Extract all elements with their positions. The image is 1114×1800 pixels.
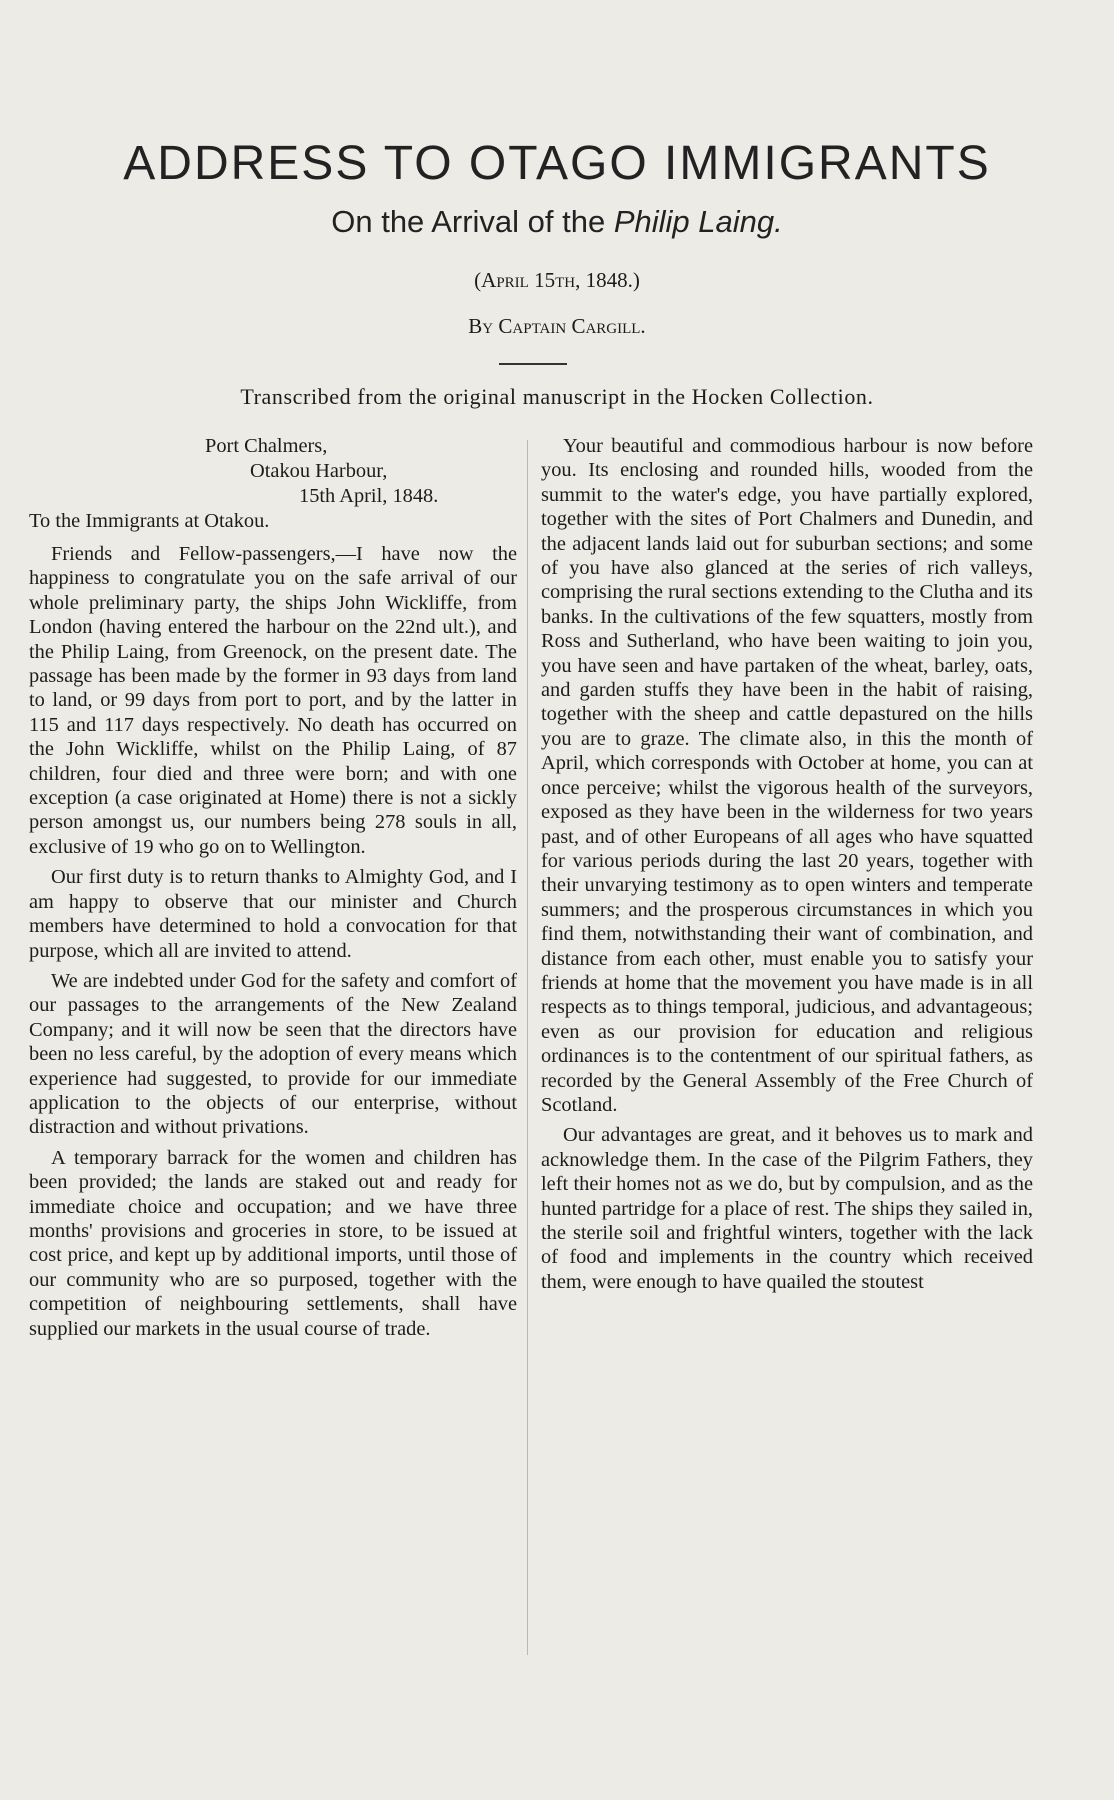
paragraph: Your beautiful and commodious harbour is now before you. Its enclosing and rounded hills, wooded from the summit to the water's edge, you have partially explored, together with the sites of Port Chalmers and Dunedin, and the adjacent lands laid out for suburban sections; and some of you have also glanced at the series of rich valleys, comprising the rural sections extending to the Clutha and its banks. In the cultivations of the few squatters, mostly from Ross and Sutherland, who have been waiting to join you, you have seen and have partaken of the wheat, barley, oats, and garden stuffs they have been in the habit of raising, together with the sheep and cattle depastured on the hills you are to graze. The climate also, in this the month of April, which corresponds with October at home, you can at once perceive; whilst the vigorous health of the surveyors, exposed as they have been in the wilderness for two years past, and of other Europeans of all ages who have squatted for various periods during the last 20 years, together with their unvarying testimony as to open winters and temperate summers; and the prosperous circumstances in which you find them, notwithstanding their want of combination, and distance from each other, must enable you to satisfy your friends at home that the movement you have made is in all respects as to things temporal, judicious, and advantageous; even as our provision for education and religious ordinances is to the contentment of our spiritual fathers, as recorded by the General Assembly of the Free Church of Scotland. (541, 435, 1033, 1116)
paragraph: A temporary barrack for the women and children has been provided; the lands are staked out and ready for immediate choice and occupation; and we have three months' provisions and groceries in store, to be issued at cost price, and kept up by additional imports, until those of our community who are so purposed, together with the competition of neighbouring settlements, shall have supplied our markets in the usual course of trade. (29, 1146, 517, 1340)
author-byline: By Captain Cargill. (468, 314, 646, 338)
paragraph: Our advantages are great, and it behoves us to mark and acknowledge them. In the case of the Pilgrim Fathers, they left their homes not as we do, but by compulsion, and as the hunted partridge for a place of rest. The ships they sailed in, the sterile soil and frightful winters, together with the lack of food and implements in the country which received them, were enough to have quailed the stoutest (541, 1124, 1033, 1293)
left-column (29, 434, 517, 1347)
paragraph: Our first duty is to return thanks to Almighty God, and I am happy to observe that our minister and Church members have determined to hold a convocation for that purpose, which all are invited to attend. (29, 866, 517, 962)
document-subtitle (0, 204, 1114, 240)
letter-salutation: To the Immigrants at Otakou. (29, 510, 270, 532)
letter-address-line-2: Otakou Harbour, (250, 460, 388, 482)
transcription-note: Transcribed from the original manuscript in the Hocken Collection. (240, 384, 874, 409)
document-title: ADDRESS TO OTAGO IMMIGRANTS (123, 137, 991, 190)
column-divider (527, 440, 528, 1655)
subtitle-prefix: On the Arrival of the (331, 204, 606, 239)
ship-name: Philip Laing. (613, 204, 783, 239)
paragraph: We are indebted under God for the safety and comfort of our passages to the arrangements of the New Zealand Company; and it will now be seen that the directors have been no less careful, by the adoption of every means which experience had suggested, to provide for our immediate application to the objects of our enterprise, without distraction and without privations. (29, 969, 517, 1139)
letter-date-line: 15th April, 1848. (299, 485, 439, 507)
title-rule-divider (499, 363, 567, 365)
letter-address-line-1: Port Chalmers, (205, 435, 328, 457)
right-column (541, 434, 1033, 1300)
date-line: (April 15th, 1848.) (474, 268, 640, 292)
paragraph: Friends and Fellow-passengers,—I have now the happiness to congratulate you on the safe arrival of our whole preliminary party, the ships John Wickliffe, from London (having entered the harbour on the 22nd ult.), and the Philip Laing, from Greenock, on the present date. The passage has been made by the former in 93 days from land to land, or 99 days from port to port, and by the latter in 115 and 117 days respectively. No death has occurred on the John Wickliffe, whilst on the Philip Laing, of 87 children, four died and three were born; and with one exception (a case originated at Home) there is not a sickly person amongst us, our numbers being 278 souls in all, exclusive of 19 who go on to Wellington. (29, 543, 517, 858)
